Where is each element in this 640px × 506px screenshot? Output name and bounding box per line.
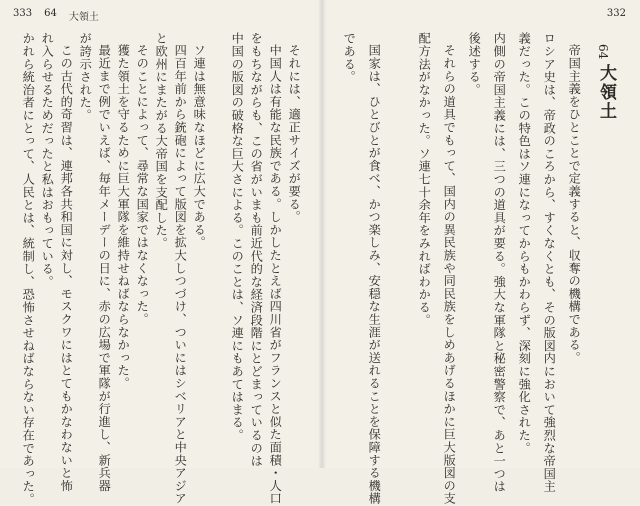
right-page-line: である。	[342, 32, 357, 84]
left-page-line: と欧州にまたがる大帝国を支配した。	[154, 32, 169, 250]
left-page-line: この古代的奇習は、連邦各共和国に対し、モスクワにはとてもかなわないと怖	[59, 44, 74, 492]
right-page-number: 332	[606, 8, 626, 19]
right-page-line: 国家は、ひとびとが食べ、かつ楽しみ、安穏な生涯が送れることを保障する機構	[367, 44, 382, 505]
left-page-line: をもちながらも、この省がいまも前近代的な経済段階にとどまっているのは	[249, 32, 264, 468]
left-page-line: それには、適正サイズが要る。	[287, 44, 302, 224]
left-page-header	[13, 8, 99, 23]
left-page-line: そのことによって、尋常な国家ではなくなった。	[135, 44, 150, 326]
right-page-line: 後述する。	[467, 32, 482, 96]
right-page-line: 義だった。この特色はソ連になってからもかわらず、深刻に強化された。	[517, 32, 532, 455]
running-chapter-title: 大領土	[68, 12, 99, 23]
chapter-number: 64	[596, 44, 610, 60]
left-page-line: 四百年前から銃砲によって版図を拡大しつづけ、ついにはシベリアと中央アジア	[173, 44, 188, 505]
left-page-line: 中国人は有能な民族である。しかしたとえば四川省がフランスと似た面積・人口	[268, 44, 283, 505]
chapter-title: 大領土	[596, 64, 616, 121]
right-page-line: 帝国主義をひとことで定義すると、収奪の機構である。	[567, 44, 582, 364]
left-page-line: 最近まで例でいえば、毎年メーデーの日に、赤の広場で軍隊が行進し、新兵器	[97, 44, 112, 492]
left-page-line: が誇示された。	[78, 32, 93, 122]
left-page-line: れ入らせるためだったと私はおもっている。	[40, 32, 55, 288]
left-page-line: 獲た領土を守るために巨大軍隊を維持せねばならなかった。	[116, 44, 131, 390]
book-gutter	[318, 0, 326, 468]
right-page-line: 配方法がなかった。ソ連七十余年をみればわかる。	[417, 32, 432, 327]
right-page-line: 内側の帝国主義には、三つの道具が要る。強大な軍隊と秘密警察で、あと一つは	[492, 32, 507, 493]
right-page-header	[607, 8, 626, 19]
right-page-line: それらの道具でもって、国内の異民族や同民族をしめあげるほかに巨大版図の支	[442, 44, 457, 505]
running-chapter-number: 64	[44, 8, 57, 19]
left-page-line: 中国の版図の破格な巨大さによる。このことは、ソ連にもあてはまる。	[230, 32, 245, 442]
left-page-number: 333	[13, 8, 33, 19]
left-page-line: かれら統治者にとって、人民とは、統制し、恐怖させねばならない存在であった。	[21, 32, 36, 506]
left-page-line: ソ連は無意味なほどに広大である。	[192, 44, 207, 249]
right-page-line: ロシア史は、帝政のころから、すくなくとも、その版図内において強烈な帝国主	[542, 32, 557, 493]
